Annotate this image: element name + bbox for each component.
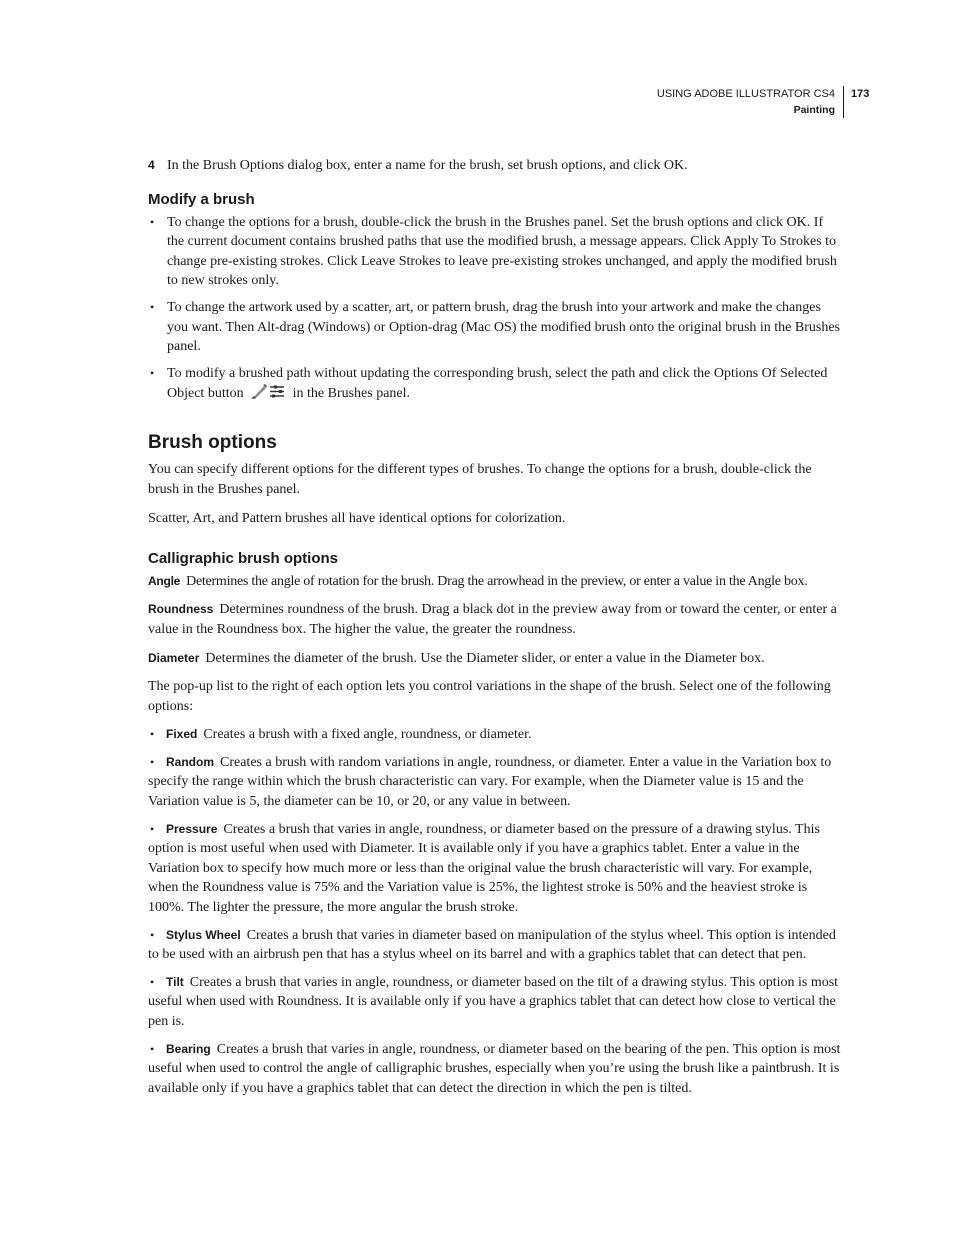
option-pressure (148, 820, 842, 918)
variation-options-list (148, 725, 842, 1098)
option-term: Tilt (166, 974, 184, 989)
list-item (148, 364, 842, 407)
diameter-term: Diameter (148, 650, 200, 665)
option-bearing (148, 1040, 842, 1099)
list-item (148, 298, 842, 357)
bullet: • (150, 754, 155, 769)
list-item (148, 213, 842, 291)
list-item-text: in the Brushes panel. (292, 386, 411, 402)
option-text: Creates a brush with a fixed angle, roundness, or diameter. (203, 727, 532, 743)
option-fixed (148, 725, 842, 745)
option-random (148, 753, 842, 812)
option-tilt (148, 973, 842, 1032)
angle-text: Determines the angle of rotation for the brush. Drag the arrowhead in the preview, or enter a value in the Angle box. (186, 573, 808, 589)
step-4 (148, 156, 842, 176)
option-term: Bearing (166, 1041, 211, 1056)
angle-term: Angle (148, 573, 181, 588)
option-stylus-wheel (148, 926, 842, 965)
option-text: Creates a brush that varies in angle, roundness, or diameter based on the pressure of a drawing stylus. This option is most useful when used with Diameter. It is available only if you have a graphics tablet. Enter a value in the Variation box to specify how much more or less than the original value the brush characteristic will vary. For example, when the Roundness value is 75% and the Variation value is 25%, the lightest stroke is 50% and the heaviest stroke is 100%. The lighter the pressure, the more angular the brush stroke. (148, 821, 820, 916)
page-content (148, 156, 842, 1106)
modify-brush-list (148, 213, 842, 407)
book-title: USING ADOBE ILLUSTRATOR CS4 (656, 88, 835, 100)
option-text: Creates a brush that varies in diameter based on manipulation of the stylus wheel. This option is intended to be used with an airbrush pen that has a stylus wheel on its barrel and with a graphics tablet that can detect that pen. (148, 927, 836, 963)
calligraphic-heading: Calligraphic brush options (148, 549, 339, 567)
option-term: Stylus Wheel (166, 927, 241, 942)
bullet: • (150, 1041, 155, 1056)
roundness-term: Roundness (148, 602, 214, 617)
brush-options-heading: Brush options (148, 431, 277, 453)
bullet: • (150, 927, 155, 942)
option-text: Creates a brush that varies in angle, roundness, or diameter based on the tilt of a drawing stylus. This option is most useful when used with Roundness. It is available only if you have a graphics tablet that can detect how close to vertical the pen is. (148, 974, 839, 1029)
option-term: Random (166, 754, 214, 769)
list-item-text: To change the options for a brush, double-click the brush in the Brushes panel. Set the brush options and click OK. If the current document contains brushed paths that use the modified brush, a message appears. Click Apply To Strokes to change pre-existing strokes. Click Leave Strokes to leave pre-existing strokes unchanged, and apply the modified brush to new strokes only. (167, 214, 837, 289)
modify-brush-heading: Modify a brush (148, 190, 255, 208)
roundness-definition (148, 600, 842, 639)
brush-options-para-2: Scatter, Art, and Pattern brushes all have identical options for colorization. (148, 511, 566, 527)
bullet: • (150, 727, 155, 742)
step-text: In the Brush Options dialog box, enter a name for the brush, set brush options, and click OK. (167, 158, 688, 173)
list-item-text: To change the artwork used by a scatter, art, or pattern brush, drag the brush into your artwork and make the changes you want. Then Alt-drag (Windows) or Option-drag (Mac OS) the modified brush onto the original brush in the Brushes panel. (167, 299, 841, 355)
option-term: Pressure (166, 821, 218, 836)
angle-definition (148, 572, 842, 592)
diameter-text: Determines the diameter of the brush. Use the Diameter slider, or enter a value in the Diameter box. (205, 650, 765, 666)
bullet: • (150, 974, 155, 989)
section-name: Painting (793, 104, 835, 116)
option-term: Fixed (166, 727, 198, 742)
popup-list-text: The pop-up list to the right of each option lets you control variations in the shape of the brush. Select one of the following options: (148, 679, 831, 714)
diameter-definition (148, 649, 842, 669)
list-item-text: To modify a brushed path without updating the corresponding brush, select the path and click the Options Of Selected Object button (167, 365, 828, 402)
brush-options-icon (250, 383, 286, 407)
option-text: Creates a brush that varies in angle, roundness, or diameter based on the bearing of the pen. This option is most useful when used to control the angle of calligraphic brushes, especially when you’re using the brush like a paintbrush. It is available only if you have a graphics tablet that can detect the direction in which the pen is tilted. (148, 1041, 841, 1096)
page-number: 173 (851, 88, 870, 100)
brush-options-para-1: You can specify different options for the different types of brushes. To change the options for a brush, double-click the brush in the Brushes panel. (148, 461, 812, 497)
option-text: Creates a brush with random variations in angle, roundness, or diameter. Enter a value in the Variation box to specify the range within which the brush characteristic can vary. For example, when the Diameter value is 15 and the Variation value is 5, the diameter can be 10, or 20, or any value in between. (148, 754, 832, 810)
roundness-text: Determines roundness of the brush. Drag a black dot in the preview away from or toward the center, or enter a value in the Roundness box. The higher the value, the greater the roundness. (148, 602, 837, 637)
bullet: • (150, 821, 155, 836)
step-number: 4 (148, 158, 155, 172)
running-header (657, 86, 844, 118)
